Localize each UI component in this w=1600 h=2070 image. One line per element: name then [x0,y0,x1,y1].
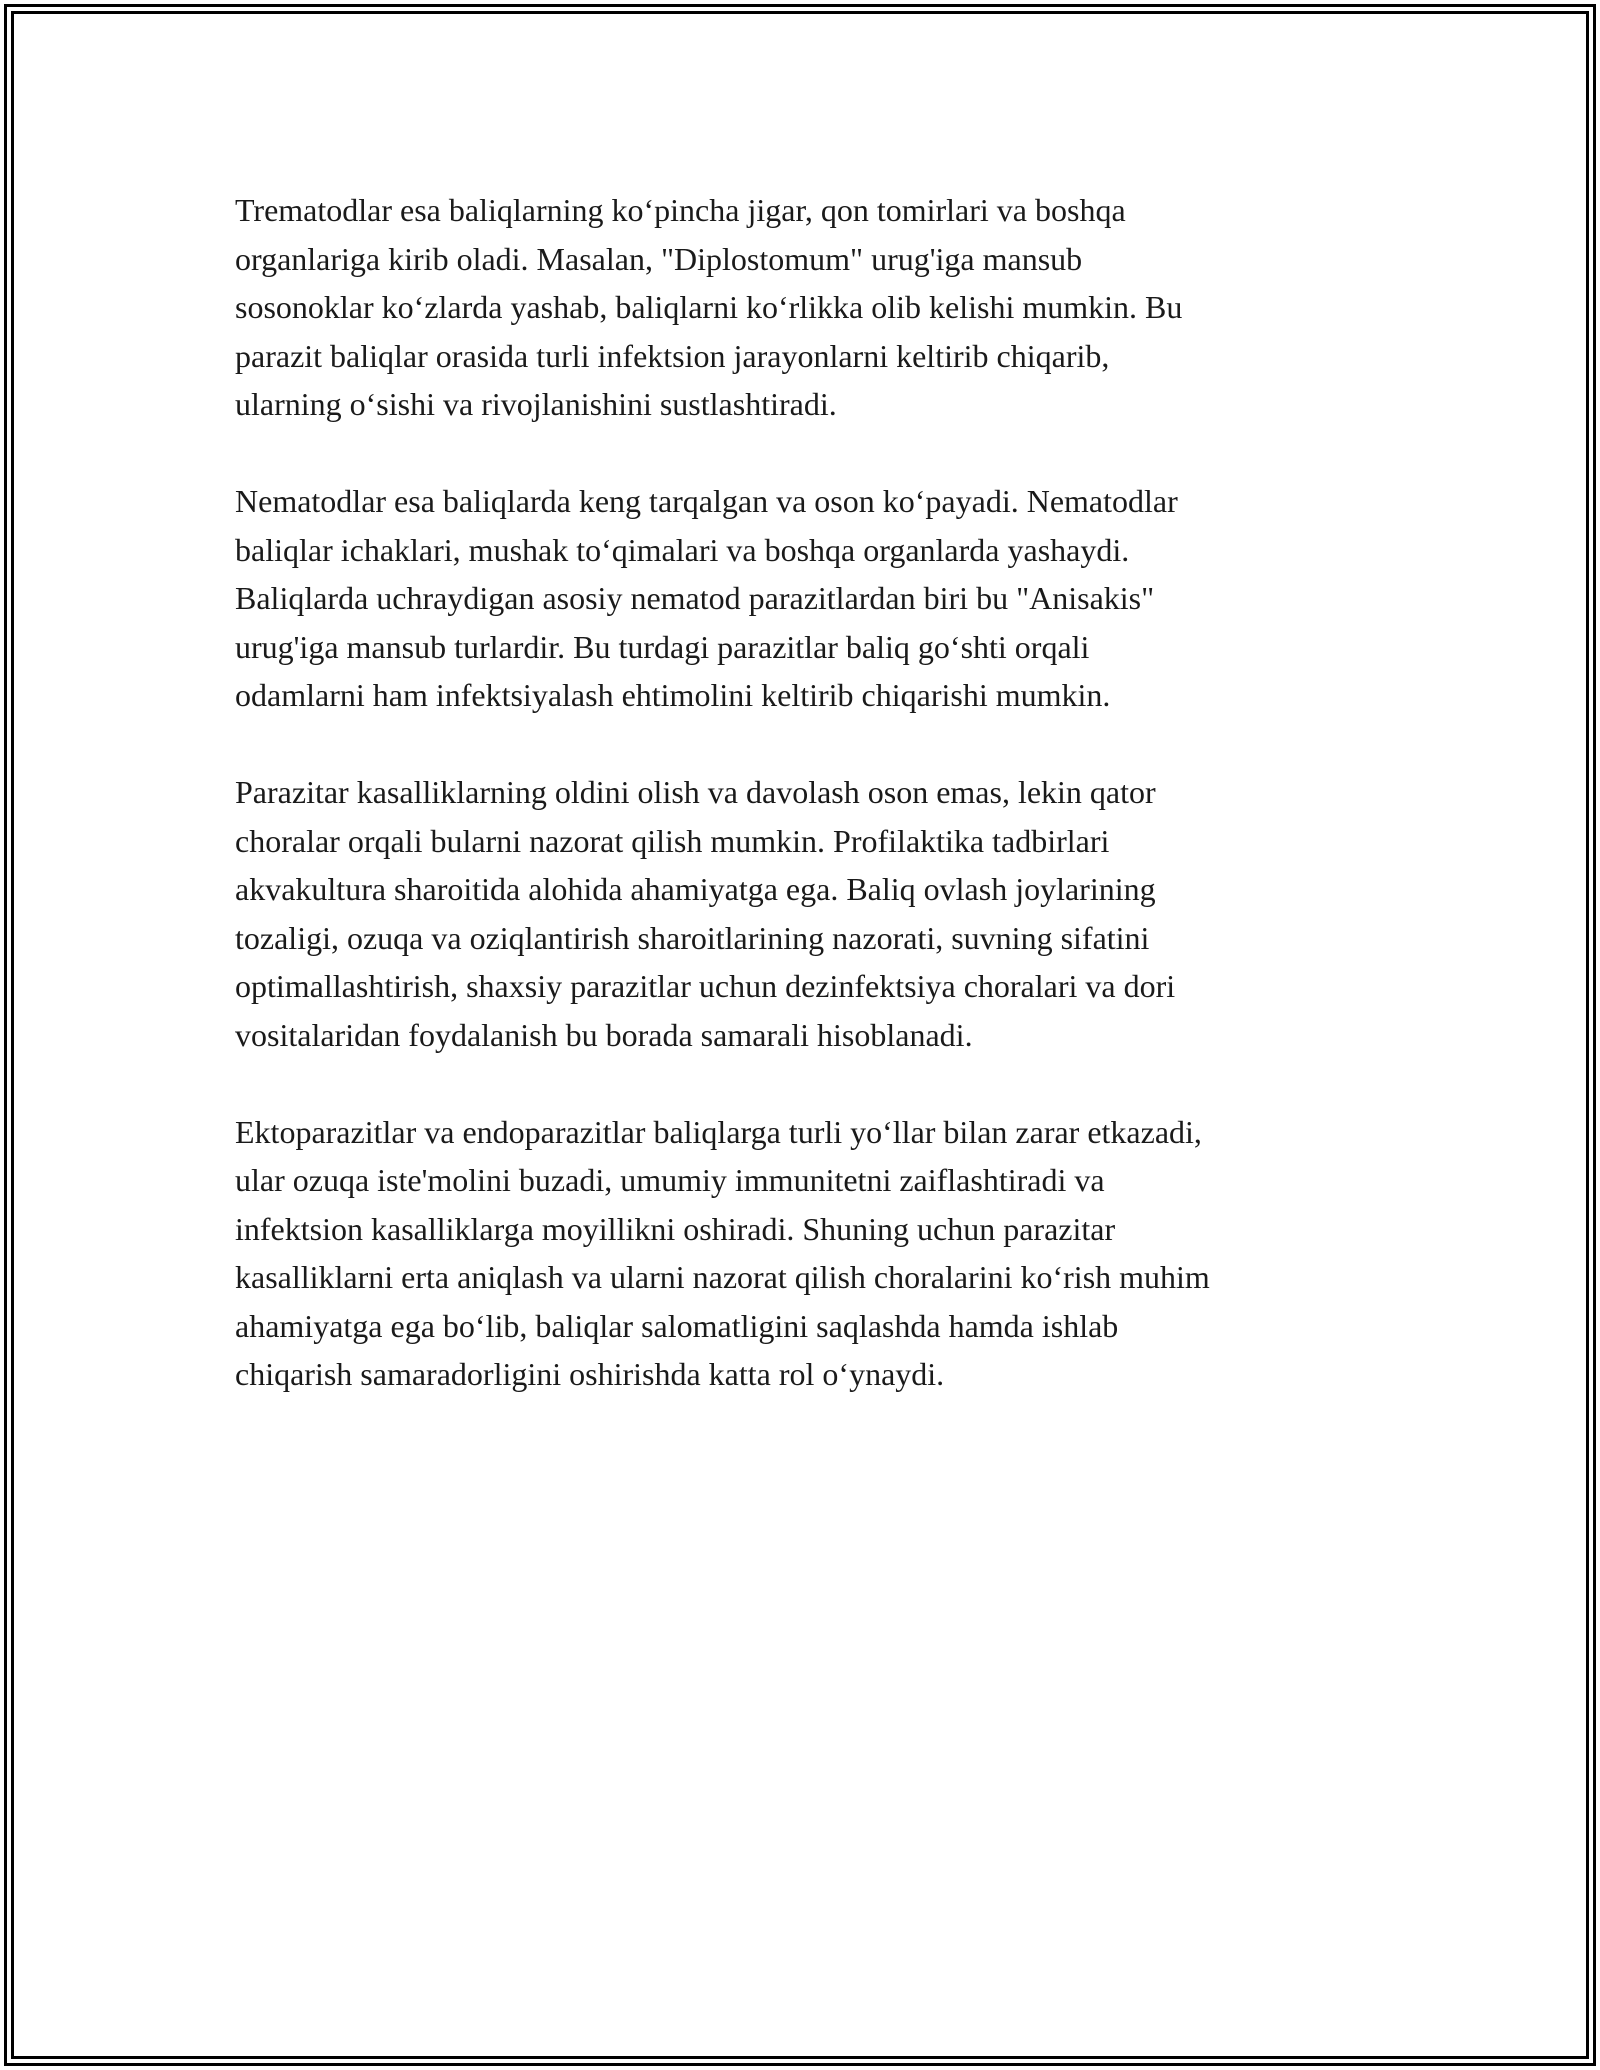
document-body [235,186,1375,1447]
paragraph-nematodes: Nematodlar esa baliqlarda keng tarqalgan va oson ko‘payadi. Nematodlar baliqlar ichaklari, mushak to‘qimalari va boshqa organlarda yashaydi. Baliqlarda uchraydigan asosiy nematod parazitlardan biri bu "Anisakis" urug'iga mansub turlardir. Bu turdagi parazitlar baliq go‘shti orqali odamlarni ham infektsiyalash ehtimolini keltirib chiqarishi mumkin. [235,483,1178,713]
paragraph-parasite-effects: Ektoparazitlar va endoparazitlar baliqlarga turli yo‘llar bilan zarar etkazadi, ular ozuqa iste'molini buzadi, umumiy immunitetni zaiflashtiradi va infektsion kasalliklarga moyillikni oshiradi. Shuning uchun parazitar kasalliklarni erta aniqlash va ularni nazorat qilish choralarini ko‘rish muhim ahamiyatga ega bo‘lib, baliqlar salomatligini saqlashda hamda ishlab chiqarish samaradorligini oshirishda katta rol o‘ynaydi. [235,1113,1210,1392]
paragraph-prevention: Parazitar kasalliklarning oldini olish va davolash oson emas, lekin qator choralar orqali bularni nazorat qilish mumkin. Profilaktika tadbirlari akvakultura sharoitida alohida ahamiyatga ega. Baliq ovlash joylarining tozaligi, ozuqa va oziqlantirish sharoitlarining nazorati, suvning sifatini optimallashtirish, shaxsiy parazitlar uchun dezinfektsiya choralari va dori vositalaridan foydalanish bu borada samarali hisoblanadi. [235,774,1176,1053]
paragraph-trematodes: Trematodlar esa baliqlarning ko‘pincha jigar, qon tomirlari va boshqa organlariga kirib oladi. Masalan, "Diplostomum" urug'iga mansub sosonoklar ko‘zlarda yashab, baliqlarni ko‘rlikka olib kelishi mumkin. Bu parazit baliqlar orasida turli infektsion jarayonlarni keltirib chiqarib, ularning o‘sishi va rivojlanishini sustlashtiradi. [235,192,1183,422]
